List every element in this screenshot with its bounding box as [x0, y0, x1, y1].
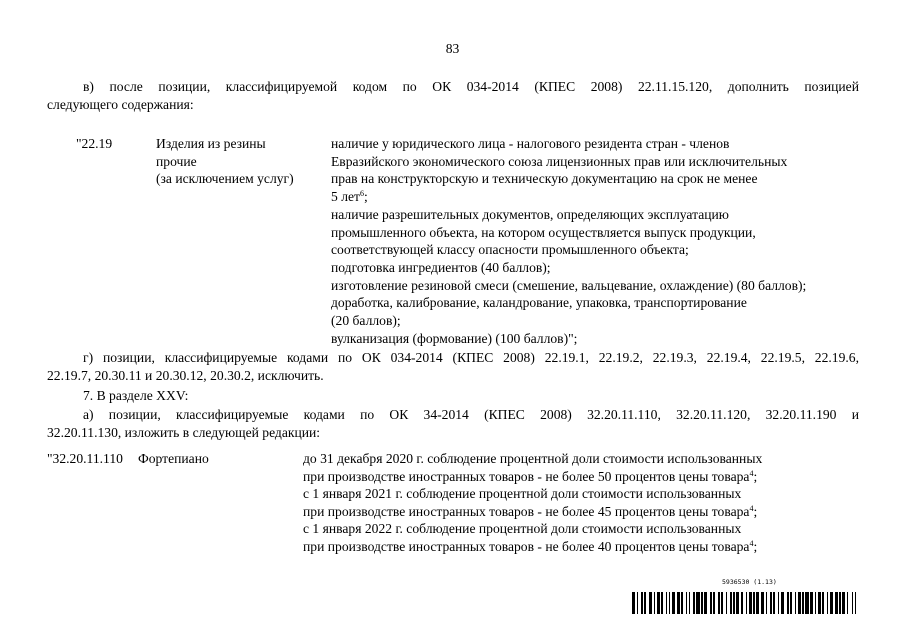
barcode-bar	[856, 592, 859, 614]
table1-req-line: подготовка ингредиентов (40 баллов);	[331, 259, 551, 275]
table2-code: "32.20.11.110	[47, 451, 123, 466]
paragraph-g-line1: г) позиции, классифицируемые кодами по ОК 034-2014 (КПЕС 2008) 22.19.1, 22.19.2, 22.19.3, 22.19.4, 22.19.5, 22.19.6,	[83, 350, 859, 365]
table1-name-line: Изделия из резины	[156, 136, 266, 151]
table2-name: Фортепиано	[138, 451, 209, 466]
table1-req-5let-suffix: ;	[363, 189, 368, 205]
footnote-ref: 4	[749, 538, 754, 548]
table1-req-line	[331, 188, 368, 206]
paragraph-g	[47, 349, 859, 385]
paragraph-g-line2: 22.19.7, 20.30.11 и 20.30.12, 20.30.2, исключить.	[47, 368, 324, 383]
footnote-ref: 6	[359, 189, 364, 199]
table1-code: "22.19	[76, 136, 113, 151]
paragraph-a-line2: 32.20.11.130, изложить в следующей редакции:	[47, 425, 321, 440]
table1-req-line: прав на конструкторскую и техническую документацию на срок не менее	[331, 171, 758, 187]
table1-req-line: доработка, калибрование, каландрование, упаковка, транспортирование	[331, 295, 747, 311]
table1-req-line: промышленного объекта, на котором осуществляется выпуск продукции,	[331, 224, 756, 240]
barcode	[632, 592, 860, 614]
paragraph-a	[47, 406, 859, 442]
table1-req-line: наличие разрешительных документов, определяющих эксплуатацию	[331, 206, 729, 222]
table2-req-text: при производстве иностранных товаров - не более 50 процентов цены товара	[303, 468, 750, 484]
table2-req-line: с 1 января 2022 г. соблюдение процентной доли стоимости использованных	[303, 521, 742, 536]
paragraph-a-line1: а) позиции, классифицируемые кодами по ОК 34-2014 (КПЕС 2008) 32.20.11.110, 32.20.11.120, 32.20.11.190 и	[83, 407, 859, 422]
table1-req-line: Евразийского экономического союза лицензионных прав или исключительных	[331, 153, 788, 169]
section-7-heading: 7. В разделе XXV:	[83, 388, 189, 403]
table2-req-line	[303, 468, 757, 486]
footnote-ref: 4	[749, 468, 754, 478]
paragraph-v-line2: следующего содержания:	[47, 97, 194, 112]
table2-req-text: при производстве иностранных товаров - не более 45 процентов цены товара	[303, 503, 750, 519]
table2-req-suffix: ;	[753, 468, 758, 484]
table1-req-line: соответствующей классу опасности промышленного объекта;	[331, 242, 689, 258]
table2-req-suffix: ;	[753, 538, 758, 554]
barcode-number: 5936530 (1.13)	[722, 578, 777, 586]
page-number: 83	[445, 41, 460, 56]
table1-name-line: прочие	[156, 153, 197, 169]
table2-req-suffix: ;	[753, 503, 758, 519]
table1-req-5let: 5 лет	[331, 189, 360, 205]
table2-req-line: до 31 декабря 2020 г. соблюдение процентной доли стоимости использованных	[303, 451, 763, 466]
table1-req-line: (20 баллов);	[331, 313, 401, 328]
paragraph-v	[47, 78, 859, 114]
table2-req-line	[303, 538, 757, 556]
table1-name-line: (за исключением услуг)	[156, 171, 294, 187]
table2-req-line: с 1 января 2021 г. соблюдение процентной доли стоимости использованных	[303, 486, 742, 501]
table1-req-line: вулканизация (формование) (100 баллов)";	[331, 330, 578, 346]
table1-req-line: изготовление резиновой смеси (смешение, вальцевание, охлаждение) (80 баллов);	[331, 277, 807, 293]
paragraph-v-line1: в) после позиции, классифицируемой кодом по ОК 034-2014 (КПЕС 2008) 22.11.15.120, дополнить позицией	[83, 79, 859, 94]
footnote-ref: 4	[749, 503, 754, 513]
table2-req-line	[303, 503, 757, 521]
table1-req-line: наличие у юридического лица - налогового резидента стран - членов	[331, 136, 730, 151]
table2-req-text: при производстве иностранных товаров - не более 40 процентов цены товара	[303, 538, 750, 554]
